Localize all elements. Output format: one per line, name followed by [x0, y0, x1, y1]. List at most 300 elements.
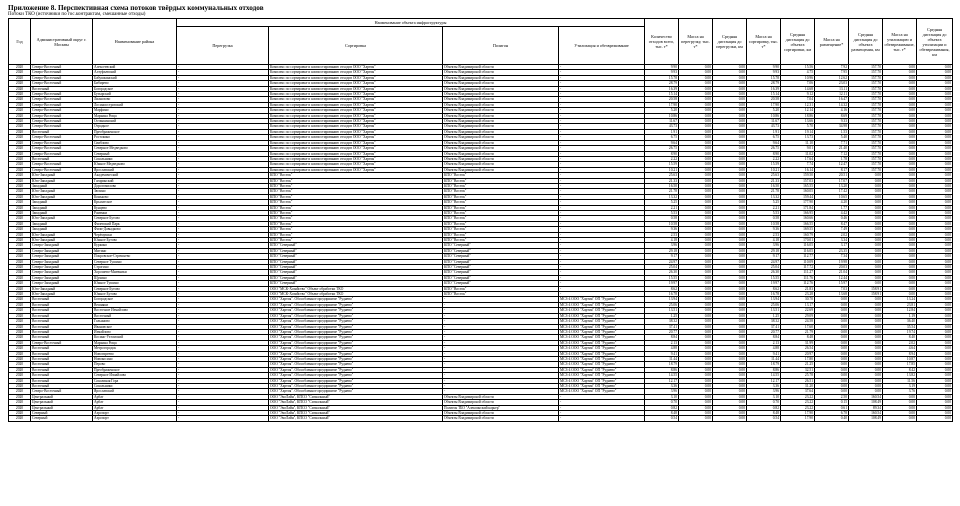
- cell-dist-sorting: 169.55: [781, 227, 815, 232]
- cell-utilization: -: [559, 248, 645, 253]
- cell-year: 2020: [9, 189, 31, 194]
- cell-mass-util: 0.00: [883, 129, 917, 134]
- cell-mass-util: 0.00: [883, 205, 917, 210]
- cell-dist-util: 0.00: [917, 205, 953, 210]
- cell-dist-util: 0.00: [917, 113, 953, 118]
- cell-mass-transfer: 0.00: [679, 97, 713, 102]
- cell-district: Ярославский: [93, 167, 177, 172]
- cell-mass-placement: 12.11: [815, 92, 849, 97]
- cell-mass-sorting: 29.18: [747, 248, 781, 253]
- cell-mass-sorting: 16.39: [747, 86, 781, 91]
- cell-landfill: Объекты Владимирской области: [443, 113, 559, 118]
- cell-district: Отрадное: [93, 124, 177, 129]
- cell-landfill: Объекты Владимирской области: [443, 92, 559, 97]
- cell-dist-util: 0.00: [917, 65, 953, 70]
- cell-okrug: Северо-Западный: [31, 254, 93, 259]
- cell-sorting: ООО "ЭкоЛайн", КПСО "Сигнальный": [269, 400, 443, 405]
- cell-dist-placement: 0.00: [849, 270, 883, 275]
- cell-volume: 16.50: [645, 183, 679, 188]
- cell-year: 2020: [9, 356, 31, 361]
- cell-transfer: -: [177, 259, 269, 264]
- cell-utilization: -: [559, 119, 645, 124]
- cell-dist-sorting: 12.31: [781, 102, 815, 107]
- cell-okrug: Юго-Западный: [31, 173, 93, 178]
- cell-okrug: Восточный: [31, 329, 93, 334]
- cell-dist-transfer: 0.00: [713, 329, 747, 334]
- cell-transfer: -: [177, 329, 269, 334]
- cell-transfer: -: [177, 140, 269, 145]
- cell-dist-util: 0.00: [917, 75, 953, 80]
- cell-utilization: -: [559, 286, 645, 291]
- cell-dist-transfer: 0.00: [713, 292, 747, 297]
- cell-district: Ярославский: [93, 389, 177, 394]
- cell-dist-transfer: 0.00: [713, 254, 747, 259]
- cell-okrug: Западный: [31, 221, 93, 226]
- cell-dist-util: 0.00: [917, 124, 953, 129]
- cell-volume: 2.53: [645, 232, 679, 237]
- cell-mass-util: 0.00: [883, 216, 917, 221]
- cell-dist-placement: 0.00: [849, 367, 883, 372]
- cell-mass-sorting: 4.18: [747, 238, 781, 243]
- cell-okrug: Западный: [31, 227, 93, 232]
- cell-sorting: КПО "Северный": [269, 270, 443, 275]
- cell-utilization: МСЗ-4 ООО "Хартия" ОП "Руднево": [559, 378, 645, 383]
- cell-transfer: -: [177, 167, 269, 172]
- cell-mass-util: 35.54: [883, 324, 917, 329]
- cell-year: 2020: [9, 248, 31, 253]
- cell-mass-placement: 8.47: [815, 221, 849, 226]
- cell-dist-transfer: 0.00: [713, 156, 747, 161]
- cell-sorting: Комплекс по сортировке и компостированию отходов ООО "Хартия": [269, 151, 443, 156]
- cell-utilization: -: [559, 205, 645, 210]
- cell-landfill: -: [443, 362, 559, 367]
- cell-utilization: -: [559, 146, 645, 151]
- cell-okrug: Восточный: [31, 362, 93, 367]
- header-mass-util: Масса на утилизацию и обезвреживание, тыс. т*: [883, 19, 917, 65]
- cell-dist-transfer: 0.00: [713, 86, 747, 91]
- cell-dist-sorting: 11.10: [781, 140, 815, 145]
- cell-sorting: Комплекс по сортировке и компостированию отходов ООО "Хартия": [269, 167, 443, 172]
- cell-volume: 4.88: [645, 346, 679, 351]
- cell-okrug: Юго-Западный: [31, 232, 93, 237]
- cell-mass-placement: 8.17: [815, 167, 849, 172]
- cell-dist-sorting: 23.22: [781, 394, 815, 399]
- cell-landfill: Объекты Владимирской области: [443, 108, 559, 113]
- cell-transfer: -: [177, 156, 269, 161]
- cell-mass-sorting: 17.90: [747, 102, 781, 107]
- cell-year: 2020: [9, 378, 31, 383]
- cell-okrug: Северо-Восточный: [31, 151, 93, 156]
- cell-dist-util: 0.00: [917, 221, 953, 226]
- cell-dist-sorting: 117.72: [781, 265, 815, 270]
- cell-mass-transfer: 0.00: [679, 140, 713, 145]
- cell-transfer: -: [177, 297, 269, 302]
- cell-district: Черёмушки: [93, 232, 177, 237]
- cell-okrug: Юго-Западный: [31, 189, 93, 194]
- cell-landfill: КПО "Северный": [443, 254, 559, 259]
- cell-mass-transfer: 0.00: [679, 81, 713, 86]
- cell-landfill: Полигон ТБО "Алексинский карьер": [443, 405, 559, 410]
- cell-mass-sorting: 13.94: [747, 297, 781, 302]
- cell-dist-util: 0.00: [917, 189, 953, 194]
- cell-dist-sorting: 9.01: [781, 146, 815, 151]
- cell-mass-util: 0.00: [883, 292, 917, 297]
- page-subtitle: Потоки ТКО (источники по гос.контрактам, смешанные отходы): [8, 12, 146, 17]
- cell-dist-util: 0.00: [917, 200, 953, 205]
- cell-mass-util: 0.00: [883, 200, 917, 205]
- cell-year: 2020: [9, 210, 31, 215]
- cell-sorting: Комплекс по сортировке и компостированию отходов ООО "Хартия": [269, 140, 443, 145]
- cell-year: 2020: [9, 340, 31, 345]
- cell-mass-sorting: 0.82: [747, 405, 781, 410]
- cell-dist-placement: 0.00: [849, 351, 883, 356]
- cell-dist-sorting: 157.03: [781, 178, 815, 183]
- cell-mass-util: 11.56: [883, 378, 917, 383]
- cell-mass-transfer: 0.00: [679, 221, 713, 226]
- cell-mass-placement: 0.00: [815, 389, 849, 394]
- cell-utilization: -: [559, 129, 645, 134]
- cell-utilization: -: [559, 227, 645, 232]
- table-body: [9, 65, 953, 422]
- cell-dist-placement: 157.70: [849, 129, 883, 134]
- cell-dist-sorting: 17.90: [781, 416, 815, 421]
- cell-mass-transfer: 0.00: [679, 351, 713, 356]
- cell-mass-sorting: 2.21: [747, 205, 781, 210]
- cell-mass-transfer: 0.00: [679, 259, 713, 264]
- cell-mass-util: 0.00: [883, 416, 917, 421]
- cell-mass-util: 0.00: [883, 102, 917, 107]
- cell-dist-transfer: 0.00: [713, 81, 747, 86]
- cell-dist-sorting: 20.97: [781, 351, 815, 356]
- cell-utilization: -: [559, 221, 645, 226]
- cell-mass-placement: 0.00: [815, 319, 849, 324]
- cell-mass-placement: 15.97: [815, 281, 849, 286]
- cell-dist-util: 0.00: [917, 162, 953, 167]
- cell-transfer: -: [177, 356, 269, 361]
- cell-mass-placement: 17.42: [815, 189, 849, 194]
- cell-mass-placement: 17.07: [815, 178, 849, 183]
- cell-mass-util: 0.00: [883, 119, 917, 124]
- cell-utilization: -: [559, 124, 645, 129]
- cell-mass-sorting: 9.64: [747, 140, 781, 145]
- cell-sorting: КПО "Восток": [269, 238, 443, 243]
- cell-sorting: ООО "Хартия". Обособленное предприятие "Руднево": [269, 356, 443, 361]
- cell-mass-transfer: 0.00: [679, 151, 713, 156]
- cell-transfer: -: [177, 265, 269, 270]
- cell-mass-transfer: 0.00: [679, 335, 713, 340]
- cell-mass-transfer: 0.00: [679, 210, 713, 215]
- cell-year: 2020: [9, 416, 31, 421]
- cell-volume: 20.77: [645, 329, 679, 334]
- cell-volume: 6.75: [645, 135, 679, 140]
- cell-okrug: Северо-Восточный: [31, 113, 93, 118]
- cell-okrug: Восточный: [31, 308, 93, 313]
- cell-dist-util: 0.00: [917, 108, 953, 113]
- cell-utilization: -: [559, 189, 645, 194]
- cell-utilization: -: [559, 75, 645, 80]
- cell-dist-sorting: 31.99: [781, 340, 815, 345]
- cell-year: 2020: [9, 389, 31, 394]
- cell-district: Фили-Давыдково: [93, 227, 177, 232]
- cell-district: Гагаринский: [93, 178, 177, 183]
- cell-mass-transfer: 0.00: [679, 340, 713, 345]
- cell-district: Марфино: [93, 108, 177, 113]
- cell-landfill: КПО "Северный": [443, 265, 559, 270]
- cell-dist-util: 0.00: [917, 102, 953, 107]
- cell-landfill: -: [443, 335, 559, 340]
- cell-mass-placement: 4.20: [815, 200, 849, 205]
- cell-transfer: -: [177, 200, 269, 205]
- cell-sorting: ООО "Хартия". Обособленное предприятие "Руднево": [269, 335, 443, 340]
- cell-sorting: ООО "ЭкоЛайн", КПСО "Сигнальный": [269, 394, 443, 399]
- cell-sorting: Комплекс по сортировке и компостированию отходов ООО "Хартия": [269, 113, 443, 118]
- cell-volume: 13.51: [645, 308, 679, 313]
- cell-volume: 25.63: [645, 173, 679, 178]
- cell-okrug: Северо-Восточный: [31, 135, 93, 140]
- cell-year: 2020: [9, 308, 31, 313]
- cell-dist-placement: 0.00: [849, 194, 883, 199]
- cell-transfer: -: [177, 151, 269, 156]
- cell-landfill: -: [443, 373, 559, 378]
- cell-district: Ростокино: [93, 135, 177, 140]
- cell-mass-transfer: 0.00: [679, 75, 713, 80]
- cell-dist-transfer: 0.00: [713, 308, 747, 313]
- cell-dist-transfer: 0.00: [713, 210, 747, 215]
- cell-mass-placement: 21.40: [815, 146, 849, 151]
- cell-utilization: -: [559, 238, 645, 243]
- cell-transfer: -: [177, 173, 269, 178]
- cell-mass-placement: 7.71: [815, 140, 849, 145]
- cell-mass-util: 0.00: [883, 135, 917, 140]
- cell-dist-transfer: 0.00: [713, 216, 747, 221]
- cell-okrug: Восточный: [31, 302, 93, 307]
- cell-dist-placement: 157.70: [849, 146, 883, 151]
- cell-mass-placement: 0.00: [815, 356, 849, 361]
- cell-transfer: -: [177, 65, 269, 70]
- cell-sorting: КПО "Восток": [269, 194, 443, 199]
- cell-dist-placement: 0.00: [849, 189, 883, 194]
- cell-dist-util: 0.00: [917, 411, 953, 416]
- cell-landfill: Объекты Владимирской области: [443, 97, 559, 102]
- cell-dist-placement: 0.00: [849, 173, 883, 178]
- cell-mass-sorting: 3.96: [747, 243, 781, 248]
- cell-dist-sorting: 166.55: [781, 221, 815, 226]
- cell-dist-transfer: 0.00: [713, 108, 747, 113]
- cell-dist-sorting: 111.27: [781, 270, 815, 275]
- cell-dist-transfer: 0.00: [713, 394, 747, 399]
- cell-mass-sorting: 2.22: [747, 156, 781, 161]
- cell-transfer: -: [177, 194, 269, 199]
- cell-dist-util: 0.00: [917, 216, 953, 221]
- cell-dist-sorting: 17.64: [781, 156, 815, 161]
- cell-mass-placement: 12.62: [815, 75, 849, 80]
- cell-mass-placement: 0.00: [815, 335, 849, 340]
- cell-sorting: Комплекс по сортировке и компостированию отходов ООО "Хартия": [269, 81, 443, 86]
- cell-mass-sorting: 25.04: [747, 265, 781, 270]
- cell-mass-transfer: 0.00: [679, 124, 713, 129]
- cell-sorting: КПО "Северный": [269, 281, 443, 286]
- cell-year: 2020: [9, 373, 31, 378]
- cell-volume: 13.32: [645, 194, 679, 199]
- cell-mass-transfer: 0.00: [679, 162, 713, 167]
- cell-landfill: КПО "Восток": [443, 194, 559, 199]
- cell-mass-sorting: 1.25: [747, 313, 781, 318]
- cell-dist-transfer: 0.00: [713, 351, 747, 356]
- cell-volume: 4.18: [645, 238, 679, 243]
- cell-volume: 37.41: [645, 324, 679, 329]
- cell-dist-util: 0.00: [917, 243, 953, 248]
- cell-mass-transfer: 0.00: [679, 102, 713, 107]
- cell-year: 2020: [9, 81, 31, 86]
- cell-mass-util: 0.00: [883, 254, 917, 259]
- cell-year: 2020: [9, 243, 31, 248]
- cell-dist-transfer: 0.00: [713, 281, 747, 286]
- cell-dist-sorting: 116.05: [781, 248, 815, 253]
- cell-district: Преображенское: [93, 367, 177, 372]
- cell-year: 2020: [9, 324, 31, 329]
- cell-sorting: КПО "Северный": [269, 254, 443, 259]
- cell-mass-util: 0.00: [883, 270, 917, 275]
- cell-transfer: -: [177, 92, 269, 97]
- cell-mass-sorting: 25.06: [747, 302, 781, 307]
- cell-mass-util: 0.00: [883, 405, 917, 410]
- cell-year: 2020: [9, 346, 31, 351]
- cell-landfill: -: [443, 302, 559, 307]
- cell-year: 2020: [9, 86, 31, 91]
- cell-volume: 15.55: [645, 275, 679, 280]
- cell-mass-placement: 34.98: [815, 124, 849, 129]
- cell-dist-placement: 0.00: [849, 200, 883, 205]
- cell-landfill: КПО "Восток": [443, 227, 559, 232]
- cell-dist-transfer: 0.00: [713, 232, 747, 237]
- cell-volume: 8.90: [645, 151, 679, 156]
- cell-utilization: МСЗ-4 ООО "Хартия" ОП "Руднево": [559, 335, 645, 340]
- cell-dist-transfer: 0.00: [713, 189, 747, 194]
- cell-mass-transfer: 0.00: [679, 129, 713, 134]
- cell-dist-sorting: 21.25: [781, 362, 815, 367]
- cell-dist-util: 0.00: [917, 394, 953, 399]
- cell-dist-util: 0.00: [917, 275, 953, 280]
- cell-mass-util: 0.00: [883, 81, 917, 86]
- cell-okrug: Восточный: [31, 335, 93, 340]
- cell-district: Зюзино: [93, 189, 177, 194]
- cell-mass-transfer: 0.00: [679, 205, 713, 210]
- cell-dist-transfer: 0.00: [713, 313, 747, 318]
- cell-volume: 25.06: [645, 302, 679, 307]
- cell-okrug: Центральный: [31, 394, 93, 399]
- cell-dist-util: 0.00: [917, 383, 953, 388]
- cell-okrug: Западный: [31, 200, 93, 205]
- cell-dist-sorting: 25.78: [781, 373, 815, 378]
- cell-utilization: МСЗ-4 ООО "Хартия" ОП "Руднево": [559, 346, 645, 351]
- cell-dist-placement: 157.70: [849, 81, 883, 86]
- cell-okrug: Восточный: [31, 378, 93, 383]
- cell-district: Северный: [93, 151, 177, 156]
- cell-okrug: Восточный: [31, 129, 93, 134]
- cell-utilization: -: [559, 216, 645, 221]
- cell-dist-util: 0.00: [917, 281, 953, 286]
- cell-dist-sorting: 21.79: [781, 329, 815, 334]
- cell-dist-placement: 157.70: [849, 119, 883, 124]
- cell-transfer: -: [177, 135, 269, 140]
- cell-sorting: КПО "Восток": [269, 189, 443, 194]
- cell-dist-transfer: 0.00: [713, 205, 747, 210]
- cell-volume: 0.54: [645, 416, 679, 421]
- cell-mass-sorting: 10.21: [747, 167, 781, 172]
- cell-okrug: Северо-Восточный: [31, 97, 93, 102]
- cell-landfill: КПО "Восток": [443, 292, 559, 297]
- cell-mass-sorting: 20.58: [747, 97, 781, 102]
- cell-dist-sorting: 112.76: [781, 281, 815, 286]
- cell-year: 2020: [9, 259, 31, 264]
- cell-landfill: -: [443, 313, 559, 318]
- cell-sorting: ООО "Хартия". Обособленное предприятие "Руднево": [269, 308, 443, 313]
- cell-dist-transfer: 0.00: [713, 129, 747, 134]
- cell-dist-util: 0.00: [917, 297, 953, 302]
- header-sorting: Сортировка: [269, 27, 443, 65]
- cell-landfill: Объекты Владимирской области: [443, 146, 559, 151]
- cell-sorting: ООО "Хартия". Обособленное предприятие "Руднево": [269, 329, 443, 334]
- cell-dist-placement: 0.00: [849, 216, 883, 221]
- cell-mass-util: 0.00: [883, 146, 917, 151]
- cell-district: Арбат: [93, 394, 177, 399]
- cell-mass-util: 8.42: [883, 367, 917, 372]
- cell-district: Южное Бутово: [93, 238, 177, 243]
- cell-mass-placement: 23.03: [815, 81, 849, 86]
- cell-dist-util: 0.00: [917, 97, 953, 102]
- cell-volume: 19.97: [645, 281, 679, 286]
- cell-dist-util: 0.00: [917, 416, 953, 421]
- cell-okrug: Юго-Западный: [31, 216, 93, 221]
- cell-dist-sorting: 171.84: [781, 205, 815, 210]
- cell-dist-placement: 157.70: [849, 70, 883, 75]
- cell-mass-transfer: 0.00: [679, 156, 713, 161]
- cell-district: Косино-Ухтомский: [93, 335, 177, 340]
- cell-sorting: Комплекс по сортировке и компостированию отходов ООО "Хартия": [269, 124, 443, 129]
- cell-utilization: -: [559, 194, 645, 199]
- cell-dist-transfer: 0.00: [713, 302, 747, 307]
- cell-dist-sorting: 24.58: [781, 319, 815, 324]
- cell-dist-sorting: 21.83: [781, 286, 815, 291]
- cell-transfer: -: [177, 319, 269, 324]
- cell-transfer: -: [177, 238, 269, 243]
- cell-okrug: Восточный: [31, 297, 93, 302]
- cell-district: Раменки: [93, 210, 177, 215]
- cell-landfill: КПО "Северный": [443, 275, 559, 280]
- cell-dist-placement: 0.00: [849, 362, 883, 367]
- cell-sorting: КПО "Восток": [269, 205, 443, 210]
- cell-dist-util: 0.00: [917, 265, 953, 270]
- cell-mass-util: 0.00: [883, 108, 917, 113]
- cell-landfill: КПО "Восток": [443, 221, 559, 226]
- cell-sorting: КПО "Северный": [269, 265, 443, 270]
- cell-dist-transfer: 0.00: [713, 97, 747, 102]
- cell-sorting: Комплекс по сортировке и компостированию отходов ООО "Хартия": [269, 97, 443, 102]
- cell-mass-placement: 0.00: [815, 383, 849, 388]
- cell-dist-placement: 158.91: [849, 286, 883, 291]
- cell-landfill: Объекты Владимирской области: [443, 151, 559, 156]
- cell-mass-sorting: 43.73: [747, 124, 781, 129]
- cell-volume: 20.58: [645, 97, 679, 102]
- cell-district: Арбат: [93, 400, 177, 405]
- cell-dist-transfer: 0.00: [713, 275, 747, 280]
- cell-transfer: -: [177, 367, 269, 372]
- cell-dist-sorting: 13.66: [781, 119, 815, 124]
- cell-dist-transfer: 0.00: [713, 248, 747, 253]
- cell-dist-util: 0.00: [917, 194, 953, 199]
- cell-mass-transfer: 0.00: [679, 135, 713, 140]
- cell-dist-sorting: 15.56: [781, 65, 815, 70]
